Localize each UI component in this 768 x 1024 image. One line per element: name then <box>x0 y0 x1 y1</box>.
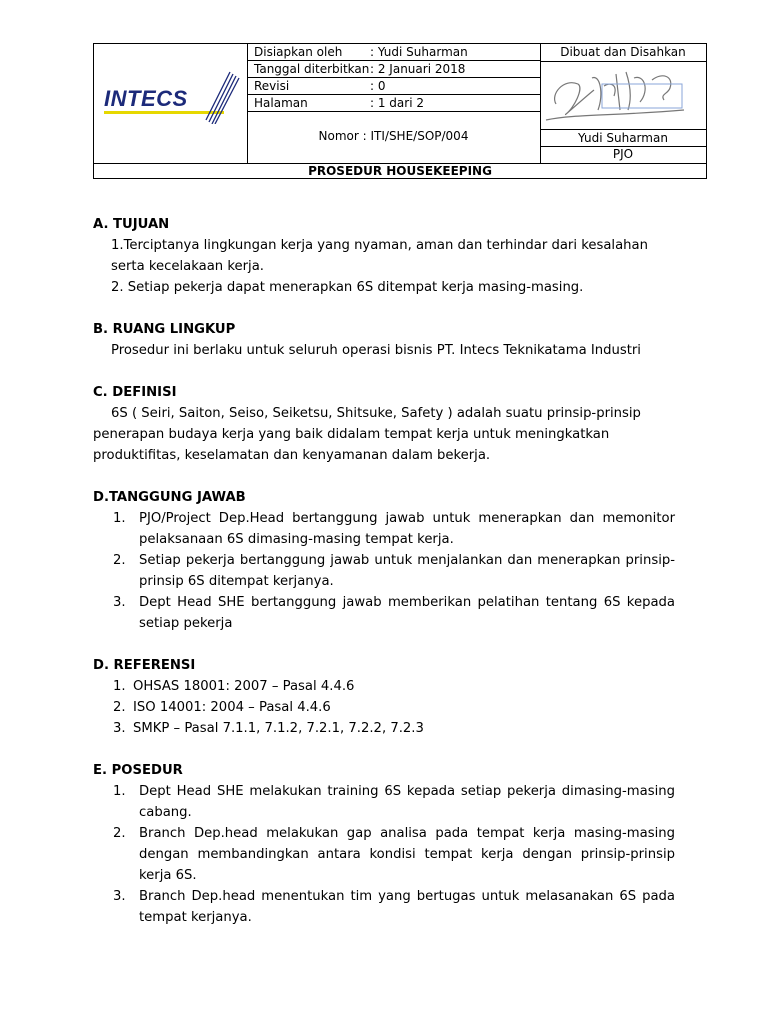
section-tanggung-jawab <box>93 487 675 634</box>
paragraph: Prosedur ini berlaku untuk seluruh operasi bisnis PT. Intecs Teknikatama Industri <box>111 343 641 358</box>
approver-position: PJO <box>612 147 634 161</box>
revision-label: Revisi <box>254 79 290 93</box>
list-text: Setiap pekerja bertanggung jawab untuk menjalankan dan menerapkan prinsip-prinsip 6S ditempat kerjanya. <box>139 553 675 589</box>
list-item <box>93 592 675 634</box>
approval-title: Dibuat dan Disahkan <box>560 45 686 59</box>
company-logo <box>104 78 234 128</box>
list-item <box>93 550 675 592</box>
logo-stripes-icon <box>200 70 240 124</box>
list-item <box>93 508 675 550</box>
list-number: 1. <box>113 784 126 799</box>
section-tujuan <box>93 214 675 298</box>
section-heading: B. RUANG LINGKUP <box>93 322 236 337</box>
list-number: 1. <box>113 679 126 694</box>
list-number: 3. <box>113 721 126 736</box>
list-text: ISO 14001: 2004 – Pasal 4.4.6 <box>133 700 331 715</box>
list-number: 2. <box>113 826 126 841</box>
page-label: Halaman <box>254 96 308 110</box>
section-heading: A. TUJUAN <box>93 217 170 232</box>
list-item <box>93 886 675 928</box>
section-ruang-lingkup <box>93 319 675 361</box>
list-text: OHSAS 18001: 2007 – Pasal 4.4.6 <box>133 679 355 694</box>
prepared-by-label: Disiapkan oleh <box>254 45 343 59</box>
revision-value: : 0 <box>370 79 386 93</box>
list-text: SMKP – Pasal 7.1.1, 7.1.2, 7.2.1, 7.2.2, 7.2.3 <box>133 721 424 736</box>
list-text: Branch Dep.head menentukan tim yang bertugas untuk melasanakan 6S pada tempat kerjanya. <box>139 889 675 925</box>
prepared-by-value: : Yudi Suharman <box>370 45 468 59</box>
logo-text: INTECS <box>104 86 188 111</box>
list-number: 2. <box>113 700 126 715</box>
list-text: PJO/Project Dep.Head bertanggung jawab untuk menerapkan dan memonitor pelaksanaan 6S dimasing-masing tempat kerja. <box>139 511 675 547</box>
section-heading: E. POSEDUR <box>93 763 183 778</box>
section-prosedur <box>93 760 675 928</box>
section-definisi <box>93 382 675 466</box>
approver-name: Yudi Suharman <box>578 131 668 145</box>
document-header <box>93 43 707 179</box>
list-item: 2. Setiap pekerja dapat menerapkan 6S ditempat kerja masing-masing. <box>111 280 584 295</box>
list-item: 1.Terciptanya lingkungan kerja yang nyaman, aman dan terhindar dari kesalahan serta kecelakaan kerja. <box>111 238 648 274</box>
list-item <box>93 823 675 886</box>
list-item <box>93 697 675 718</box>
section-heading: C. DEFINISI <box>93 385 177 400</box>
section-heading: D.TANGGUNG JAWAB <box>93 490 246 505</box>
list-item <box>93 781 675 823</box>
list-text: Dept Head SHE melakukan training 6S kepada setiap pekerja dimasing-masing cabang. <box>139 784 675 820</box>
doc-number: Nomor : ITI/SHE/SOP/004 <box>318 129 469 143</box>
page-value: : 1 dari 2 <box>370 96 424 110</box>
issue-date-value: : 2 Januari 2018 <box>370 62 466 76</box>
list-number: 3. <box>113 595 126 610</box>
document-title: PROSEDUR HOUSEKEEPING <box>308 164 492 178</box>
list-text: Dept Head SHE bertanggung jawab memberikan pelatihan tentang 6S kepada setiap pekerja <box>139 595 675 631</box>
signature-icon <box>544 64 694 128</box>
paragraph: 6S ( Seiri, Saiton, Seiso, Seiketsu, Shitsuke, Safety ) adalah suatu prinsip-prinsip penerapan budaya kerja yang baik didalam tempat kerja untuk meningkatkan produktifitas, keselamatan dan kenyamanan dalam bekerja. <box>93 406 641 463</box>
section-referensi <box>93 655 675 739</box>
issue-date-label: Tanggal diterbitkan <box>254 62 370 76</box>
list-item <box>93 718 675 739</box>
document-body <box>93 214 675 949</box>
list-number: 1. <box>113 511 126 526</box>
list-item <box>93 676 675 697</box>
list-text: Branch Dep.head melakukan gap analisa pada tempat kerja masing-masing dengan membandingkan antara kondisi tempat kerja dengan prinsip-prinsip kerja 6S. <box>139 826 675 883</box>
list-number: 2. <box>113 553 126 568</box>
section-heading: D. REFERENSI <box>93 658 196 673</box>
list-number: 3. <box>113 889 126 904</box>
